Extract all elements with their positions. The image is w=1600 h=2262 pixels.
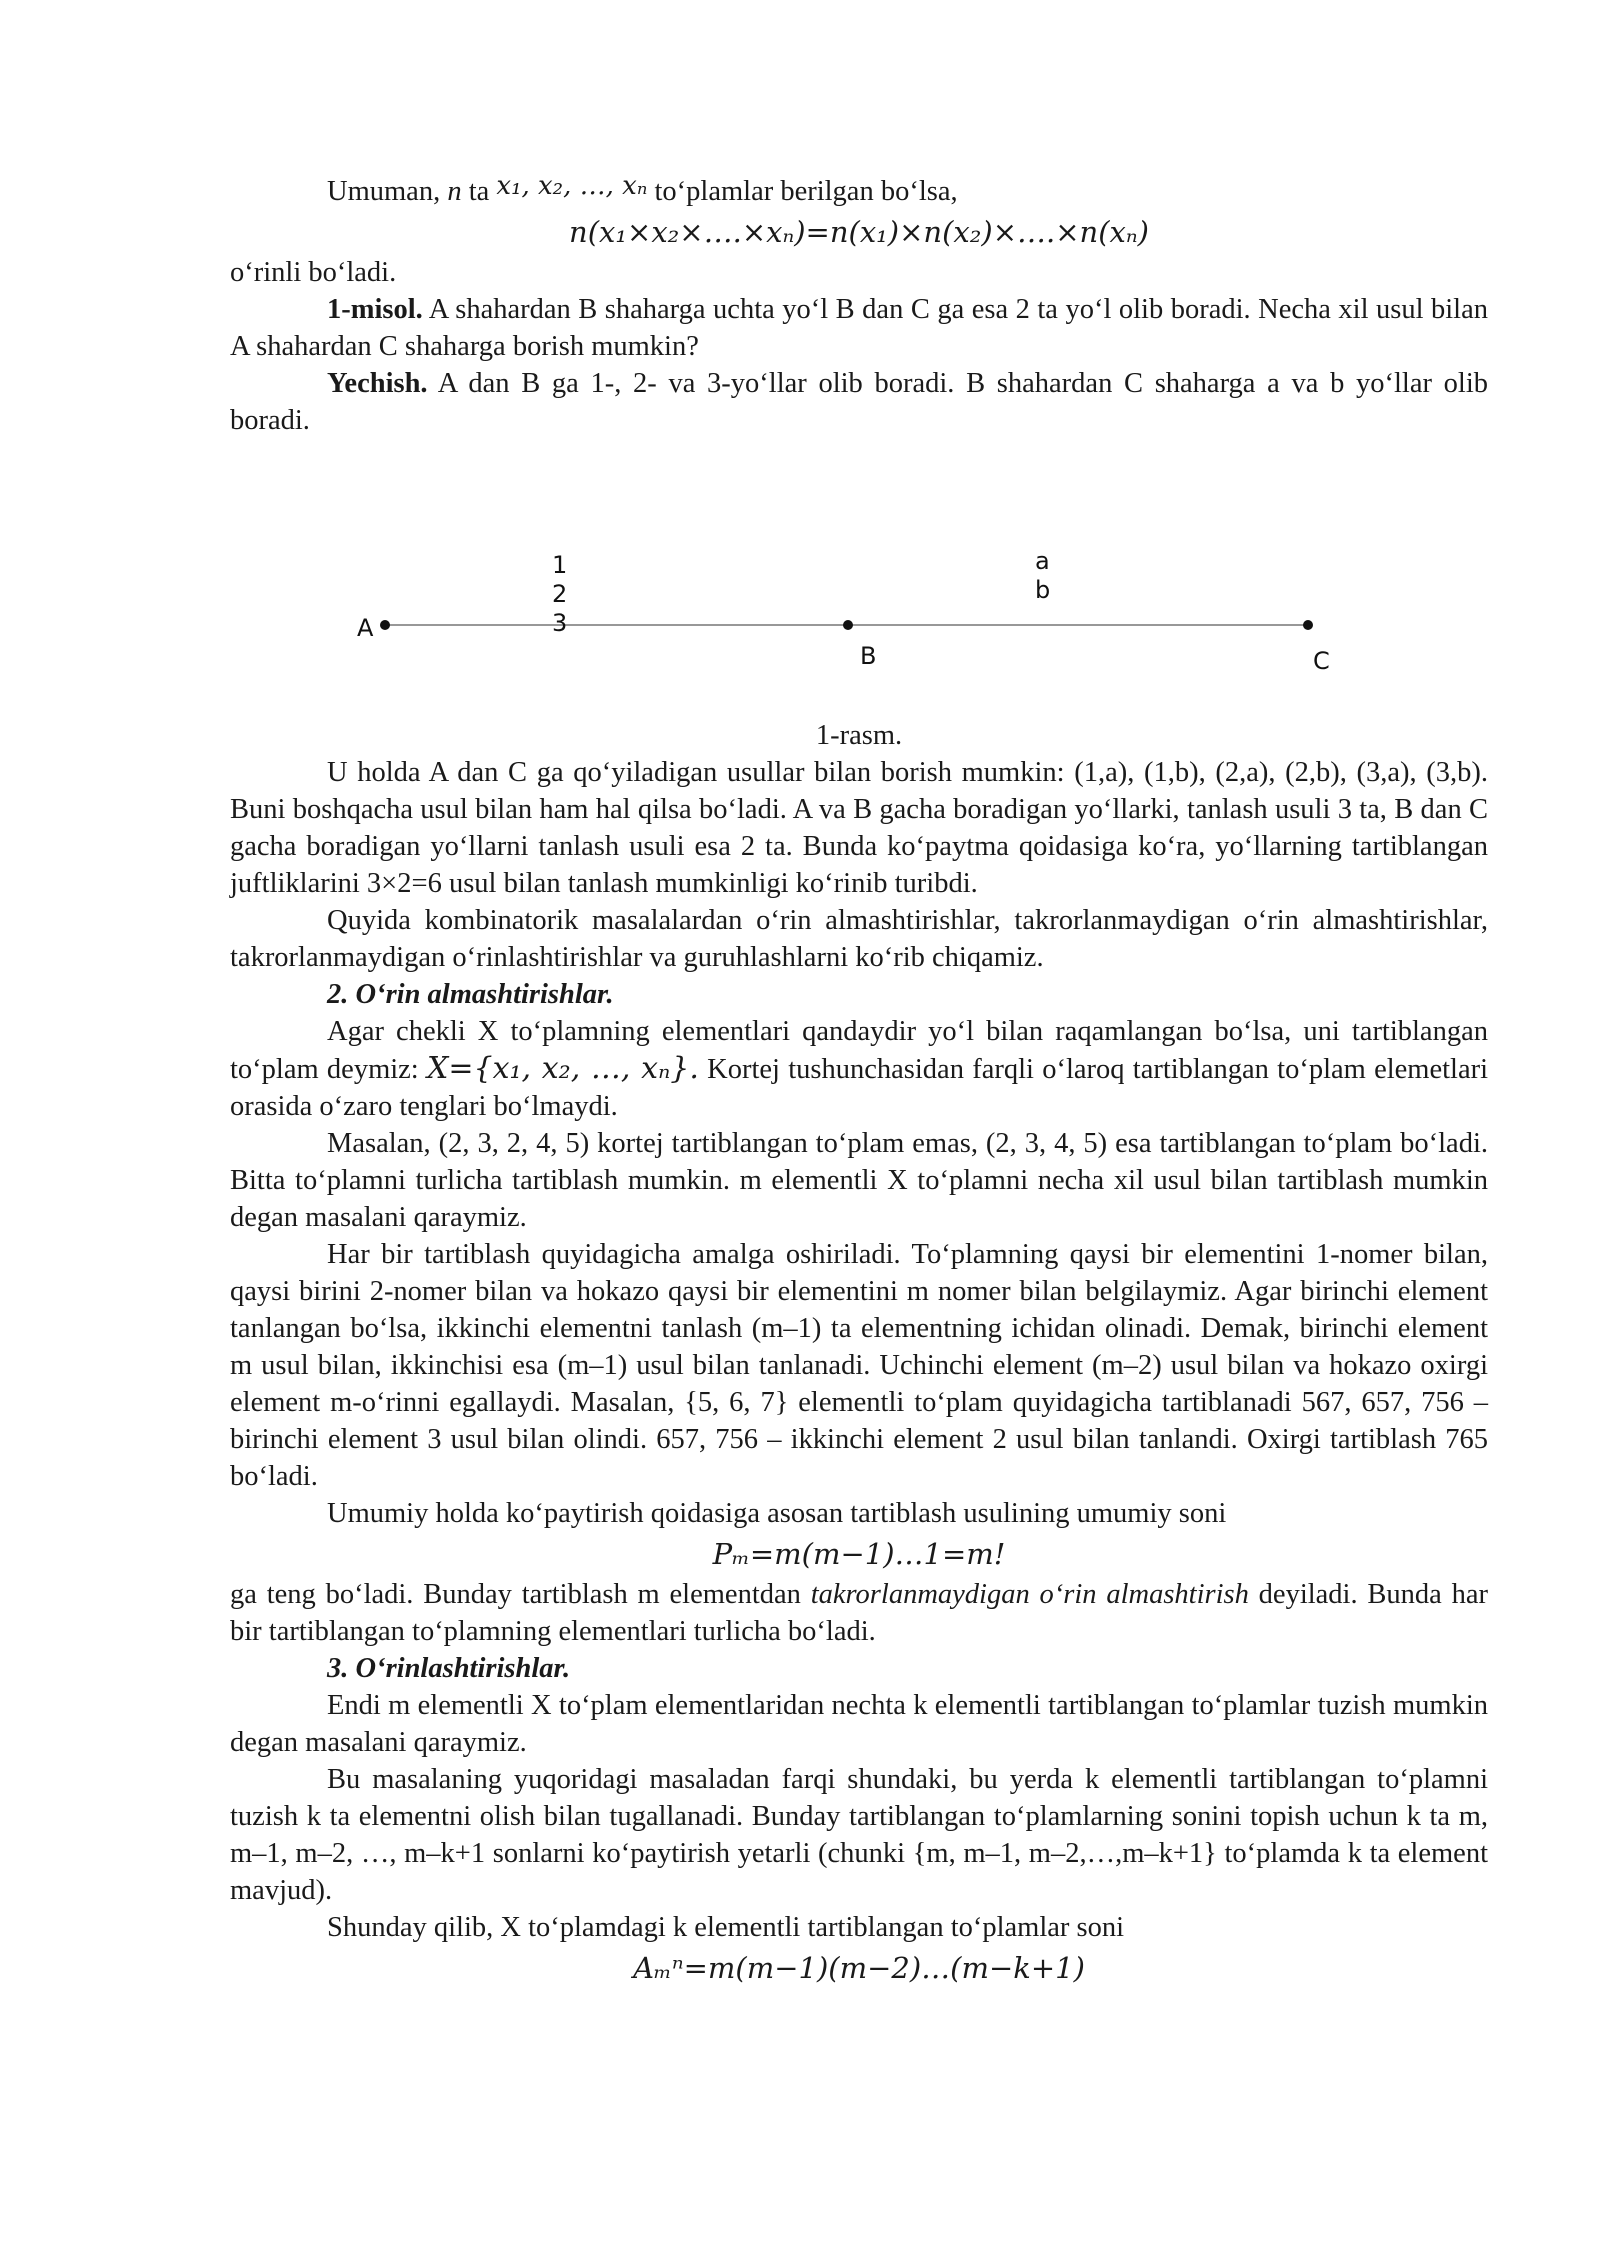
paragraph-5: Har bir tartiblash quyidagicha amalga oshiriladi. To‘plamning qaysi bir elementini 1-nomer bilan, qaysi birini 2-nomer bilan va hokazo qaysi bir elementini m nomer bilan belgilaymiz. Agar birinchi element tanlangan bo‘lsa, ikkinchi elementni tanlash (m–1) ta elementning ichidan olinadi. Demak, birinchi element m usul bilan, ikkinchisi esa (m–1) usul bilan tanlanadi. Uchinchi element (m–2) usul bilan va hokazo oxirgi element m-o‘rinni egallaydi. Masalan, {5, 6, 7} elementli to‘plam quyidagicha tartiblanadi 567, 657, 756 – birinchi element 3 usul bilan olindi. 657, 756 – ikkinchi element 2 usul bilan tanlandi. Oxirgi tartiblash 765 bo‘ladi. <box>230 1239 1488 1492</box>
example-label: 1-misol. <box>327 294 423 325</box>
section-heading-arrangements: 3. O‘rinlashtirishlar. <box>327 1653 571 1684</box>
road-diagram-svg <box>230 439 1488 717</box>
point-a-marker <box>380 620 390 630</box>
intro-text-start: Umuman, <box>327 176 441 207</box>
valid-text: o‘rinli bo‘ladi. <box>230 257 397 288</box>
intro-paragraph <box>230 168 1488 210</box>
paragraph-8: Endi m elementli X to‘plam elementlaridan nechta k elementli tartiblangan to‘plamlar tuzish mumkin degan masalani qaraymiz. <box>230 1690 1488 1758</box>
road-ab-label-2: 2 <box>552 580 568 608</box>
intro-text-ta: ta <box>468 176 490 207</box>
road-bc-label-a: a <box>1035 547 1050 575</box>
point-a-label: A <box>357 614 374 642</box>
solution-paragraph <box>230 365 1488 439</box>
paragraph-6: Umumiy holda ko‘paytirish qoidasiga asosan tartiblash usulining umumiy soni <box>327 1498 1227 1529</box>
point-b-marker <box>843 620 853 630</box>
section-heading-permutations: 2. O‘rin almashtirishlar. <box>327 979 614 1010</box>
road-bc-label-b: b <box>1035 576 1051 604</box>
paragraph-3-start: Agar chekli X to‘plamning elementlari qandaydir yo‘l bilan raqamlangan bo‘lsa, uni tartiblangan to‘plam deymiz: <box>230 1016 1488 1085</box>
arrangement-formula: Aₘⁿ=m(m−1)(m−2)…(m−k+1) <box>633 1951 1085 1985</box>
example-paragraph <box>230 291 1488 365</box>
figure-caption: 1-rasm. <box>815 720 903 751</box>
solution-text: A dan B ga 1-, 2- va 3-yo‘llar olib boradi. B shahardan C shaharga a va b yo‘llar olib boradi. <box>230 368 1488 436</box>
example-text: A shahardan B shaharga uchta yo‘l B dan C ga esa 2 ta yo‘l olib boradi. Necha xil usul bilan A shahardan C shaharga borish mumkin? <box>230 294 1488 362</box>
paragraph-4: Masalan, (2, 3, 2, 4, 5) kortej tartiblangan to‘plam emas, (2, 3, 4, 5) esa tartiblangan to‘plam bo‘ladi. Bitta to‘plamni turlicha tartiblash mumkin. m elementli X to‘plamni necha xil usul bilan tartiblash mumkin degan masalani qaraymiz. <box>230 1128 1488 1233</box>
road-diagram <box>230 439 1488 717</box>
point-b-label: B <box>860 642 877 670</box>
permutation-formula: Pₘ=m(m−1)…1=m! <box>712 1537 1006 1571</box>
road-ab-label-1: 1 <box>552 551 568 579</box>
paragraph-7 <box>230 1576 1488 1650</box>
product-rule-formula: n(x₁×x₂×….×xₙ)=n(x₁)×n(x₂)×….×n(xₙ) <box>569 215 1149 249</box>
paragraph-3-end: Kortej tushunchasidan farqli o‘laroq tartiblangan to‘plam elemetlari orasida o‘zaro tenglari bo‘lmaydi. <box>230 1054 1489 1122</box>
paragraph-7-term: takrorlanmaydigan o‘rin almashtirish <box>810 1579 1249 1610</box>
paragraph-9: Bu masalaning yuqoridagi masaladan farqi shundaki, bu yerda k elementli tartiblangan to‘plamni tuzish k ta elementni olish bilan tugallanadi. Bunday tartiblangan to‘plamlarning sonini topish uchun k ta m, m–1, m–2, …, m–k+1 sonlarni ko‘paytirish yetarli (chunki {m, m–1, m–2,…,m–k+1} to‘plamda k ta element mavjud). <box>230 1764 1488 1906</box>
point-c-label: C <box>1313 647 1330 675</box>
road-ab-label-3: 3 <box>552 609 568 637</box>
paragraph-2: Quyida kombinatorik masalalardan o‘rin almashtirishlar, takrorlanmaydigan o‘rin almashtirishlar, takrorlanmaydigan o‘rinlashtirishlar va guruhlashlarni ko‘rib chiqamiz. <box>230 905 1488 973</box>
intro-text-end: to‘plamlar berilgan bo‘lsa, <box>654 176 958 207</box>
ordered-set-formula: X={x₁, x₂, …, xₙ}. <box>427 1051 699 1086</box>
paragraph-10: Shunday qilib, X to‘plamdagi k elementli tartiblangan to‘plamlar soni <box>327 1912 1125 1943</box>
intro-variable-n: n <box>447 176 462 207</box>
paragraph-1: U holda A dan C ga qo‘yiladigan usullar bilan borish mumkin: (1,a), (1,b), (2,a), (2,b), (3,a), (3,b). Buni boshqacha usul bilan ham hal qilsa bo‘ladi. A va B gacha boradigan yo‘llarki, tanlash usuli 3 ta, B dan C gacha boradigan yo‘llarni tanlash usuli esa 2 ta. Bunda ko‘paytma qoidasiga ko‘ra, yo‘llarning tartiblangan juftliklarini 3×2=6 usul bilan tanlash mumkinligi ko‘rinib turibdi. <box>230 757 1488 899</box>
paragraph-7-start: ga teng bo‘ladi. Bunday tartiblash m elementdan <box>230 1579 801 1610</box>
paragraph-3 <box>230 1013 1488 1125</box>
intro-sets-formula: x₁, x₂, …, xₙ <box>496 171 648 201</box>
point-c-marker <box>1303 620 1313 630</box>
paragraph-7-end: deyiladi. Bunda har bir tartiblangan to‘plamning elementlari turlicha bo‘ladi. <box>230 1579 1489 1647</box>
solution-label: Yechish. <box>327 368 428 399</box>
document-page <box>230 168 1488 1990</box>
